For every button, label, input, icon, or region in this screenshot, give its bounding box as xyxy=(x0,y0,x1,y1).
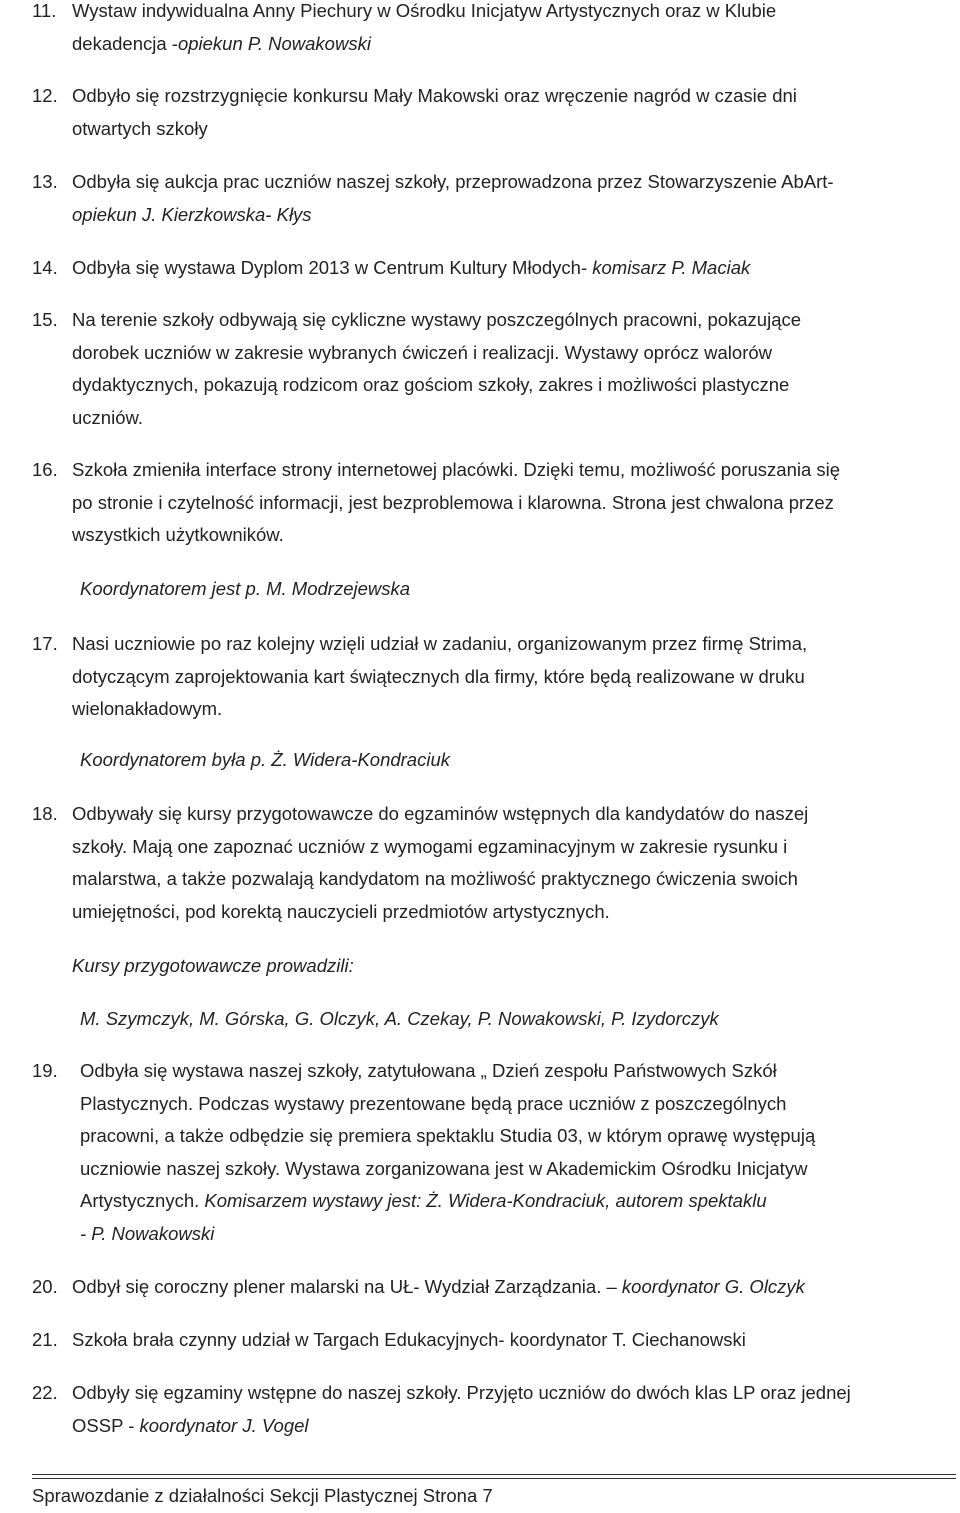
text-run: malarstwa, a także pozwalają kandydatom na możliwość praktycznego ćwiczenia swoich xyxy=(72,868,798,889)
text-run: Odbywały się kursy przygotowawcze do egzaminów wstępnych dla kandydatów do naszej xyxy=(72,803,809,824)
item-text xyxy=(72,0,930,60)
list-item-16 xyxy=(32,454,930,552)
text-run: uczniowie naszej szkoły. Wystawa zorganizowana jest w Akademickim Ośrodku Inicjatyw xyxy=(80,1157,808,1179)
item-number: 19. xyxy=(32,1060,58,1081)
text-run: dotyczącym zaprojektowania kart świątecznych dla firmy, które będą realizowane w druku xyxy=(72,665,805,687)
item-number: 13. xyxy=(32,171,58,192)
item-text xyxy=(72,1324,930,1357)
text-run: otwartych szkoły xyxy=(72,117,208,139)
text-run: Szkoła brała czynny udział w Targach Edukacyjnych- koordynator T. Ciechanowski xyxy=(72,1329,746,1350)
text-run-italic: komisarz P. Maciak xyxy=(592,257,751,278)
courses-people: M. Szymczyk, M. Górska, G. Olczyk, A. Czekay, P. Nowakowski, P. Izydorczyk xyxy=(80,1008,719,1029)
item-number: 15. xyxy=(32,309,58,330)
item-number: 14. xyxy=(32,257,58,278)
item-number: 11. xyxy=(32,0,57,21)
item-number: 20. xyxy=(32,1276,58,1297)
item-number: 22. xyxy=(32,1382,58,1403)
text-run: umiejętności, pod korektą nauczycieli przedmiotów artystycznych. xyxy=(72,900,610,922)
text-run: po stronie i czytelność informacji, jest bezproblemowa i klarowna. Strona jest chwalona przez xyxy=(72,491,834,513)
item-number: 21. xyxy=(32,1329,58,1350)
list-item-12 xyxy=(32,80,930,145)
text-run: Odbyła się wystawa Dyplom 2013 w Centrum Kultury Młodych- xyxy=(72,257,593,278)
text-run: dorobek uczniów w zakresie wybranych ćwiczeń i realizacji. Wystawy oprócz walorów xyxy=(72,341,773,363)
list-item-22 xyxy=(32,1377,930,1442)
item-text xyxy=(72,80,930,145)
item-text xyxy=(72,454,930,552)
item-text xyxy=(72,798,930,928)
text-run: Na terenie szkoły odbywają się cykliczne wystawy poszczególnych pracowni, pokazujące xyxy=(72,309,802,330)
text-run: wszystkich użytkowników. xyxy=(72,524,284,545)
list-item-13 xyxy=(32,166,930,231)
list-item-21 xyxy=(32,1324,930,1357)
text-run-italic: Komisarzem wystawy jest: Ż. Widera-Kondraciuk, autorem spektaklu xyxy=(204,1190,767,1211)
text-run: Odbyła się aukcja prac uczniów naszej szkoły, przeprowadzona przez Stowarzyszenie AbArt- xyxy=(72,171,834,192)
text-run: Odbyło się rozstrzygnięcie konkursu Mały Makowski oraz wręczenie nagród w czasie dni xyxy=(72,85,797,106)
text-run: pracowni, a także odbędzie się premiera spektaklu Studia 03, w którym oprawę występują xyxy=(80,1125,816,1146)
text-run-italic: - P. Nowakowski xyxy=(80,1222,215,1244)
text-run-italic: opiekun J. Kierzkowska- Kłys xyxy=(72,203,312,225)
item-text xyxy=(72,1377,930,1442)
item-text xyxy=(72,304,930,434)
text-run: dydaktycznych, pokazują rodzicom oraz gościom szkoły, zakres i możliwości plastyczne xyxy=(72,374,790,395)
list-item-15 xyxy=(32,304,930,434)
text-run: Wystaw indywidualna Anny Piechury w Ośrodku Inicjatyw Artystycznych oraz w Klubie xyxy=(72,0,777,21)
text-run: uczniów. xyxy=(72,406,143,428)
list-item-11 xyxy=(32,0,930,60)
text-run: dekadencja - xyxy=(72,32,178,54)
text-run: Artystycznych. xyxy=(80,1190,205,1211)
list-item-20 xyxy=(32,1271,930,1304)
courses-heading: Kursy przygotowawcze prowadzili: xyxy=(72,955,354,976)
footer-divider xyxy=(32,1474,956,1479)
text-run: wielonakładowym. xyxy=(72,698,223,719)
coordinator-note-17: Koordynatorem była p. Ż. Widera-Kondraciuk xyxy=(80,749,450,770)
item-text xyxy=(72,1271,930,1304)
item-number: 17. xyxy=(32,633,58,654)
list-item-18 xyxy=(32,798,930,928)
text-run: Odbyły się egzaminy wstępne do naszej szkoły. Przyjęto uczniów do dwóch klas LP oraz jednej xyxy=(72,1382,851,1403)
list-item-19 xyxy=(32,1055,930,1250)
text-run: Szkoła zmieniła interface strony internetowej placówki. Dzięki temu, możliwość poruszania się xyxy=(72,459,841,480)
text-run-italic: koordynator G. Olczyk xyxy=(621,1276,805,1297)
list-item-17 xyxy=(32,628,930,726)
coordinator-note-16: Koordynatorem jest p. M. Modrzejewska xyxy=(80,578,411,599)
item-text xyxy=(80,1055,930,1250)
text-run: OSSP - xyxy=(72,1414,140,1436)
item-number: 18. xyxy=(32,803,58,824)
text-run-italic: opiekun P. Nowakowski xyxy=(177,32,371,54)
text-run: Nasi uczniowie po raz kolejny wzięli udział w zadaniu, organizowanym przez firmę Strima, xyxy=(72,633,808,654)
page-footer: Sprawozdanie z działalności Sekcji Plastycznej Strona 7 xyxy=(32,1485,493,1506)
text-run: Odbył się coroczny plener malarski na UŁ- Wydział Zarządzania. – xyxy=(72,1276,622,1297)
text-run-italic: koordynator J. Vogel xyxy=(139,1414,309,1436)
text-run: Odbyła się wystawa naszej szkoły, zatytułowana „ Dzień zespołu Państwowych Szkół xyxy=(80,1060,777,1081)
list-item-14 xyxy=(32,252,930,285)
text-run: szkoły. Mają one zapoznać uczniów z wymogami egzaminacyjnym w zakresie rysunku i xyxy=(72,835,788,857)
item-text xyxy=(72,166,930,231)
item-text xyxy=(72,252,930,285)
item-text xyxy=(72,628,930,726)
item-number: 16. xyxy=(32,459,58,480)
text-run: Plastycznych. Podczas wystawy prezentowane będą prace uczniów z poszczególnych xyxy=(80,1092,787,1114)
item-number: 12. xyxy=(32,85,58,106)
